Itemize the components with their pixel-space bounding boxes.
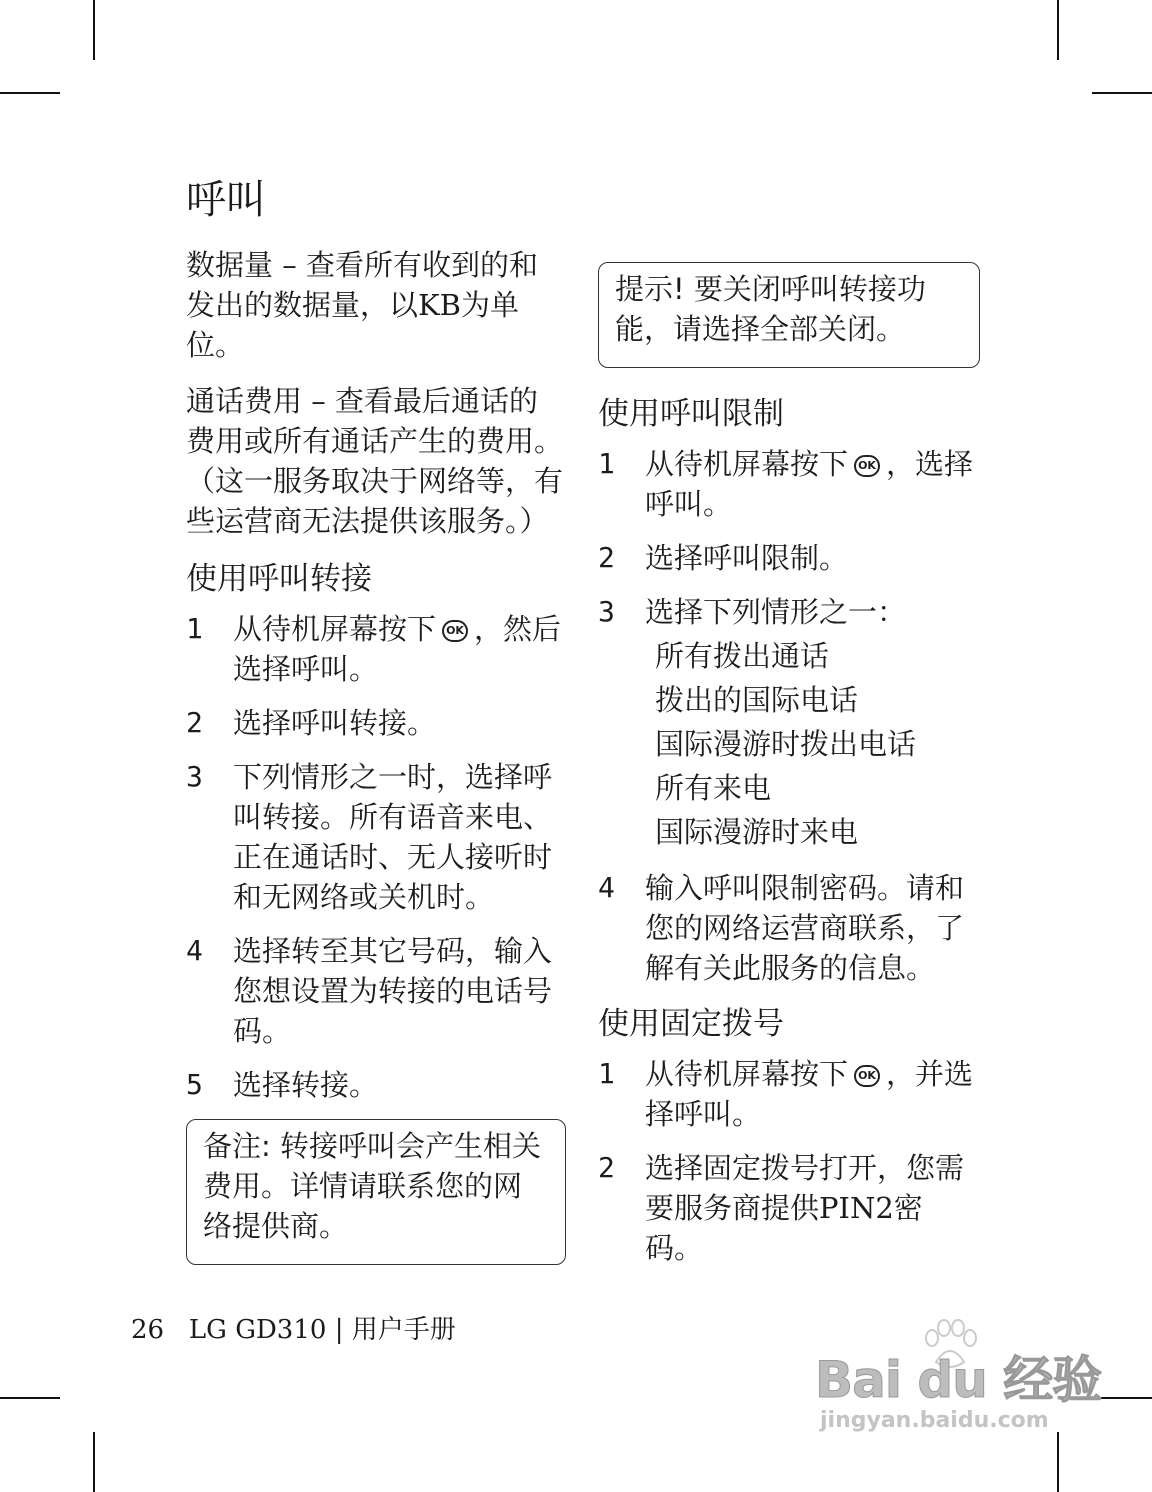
watermark-logo: Bai du 经验	[815, 1351, 1102, 1409]
page-footer	[131, 1312, 456, 1348]
step-number: 1	[598, 1057, 615, 1090]
step-number: 5	[186, 1068, 203, 1101]
list-item	[598, 868, 980, 988]
list-item	[186, 703, 566, 743]
step-number: 3	[598, 595, 615, 628]
step-number: 2	[598, 541, 615, 574]
crop-mark	[1057, 0, 1059, 60]
paragraph-text: – 查看所有收到的和发出的数据量，以KB为单位。	[186, 248, 538, 362]
section-heading-call-barring: 使用呼叫限制	[598, 396, 784, 432]
list-item	[186, 1065, 566, 1105]
note-label: 备注:	[203, 1129, 271, 1163]
step-number: 2	[186, 706, 203, 739]
paragraph-text: – 查看最后通话的费用或所有通话产生的费用。（这一服务取决于网络等，有些运营商无法提供该服务。）	[186, 384, 564, 538]
ok-key-icon: OK	[854, 1065, 880, 1087]
page-title: 呼叫	[186, 177, 266, 223]
step-number: 1	[598, 447, 615, 480]
section-heading-fixed-dial: 使用固定拨号	[598, 1006, 784, 1042]
step-text: 从待机屏幕按下 OK ，选择呼叫。	[645, 447, 974, 521]
list-item	[186, 931, 566, 1051]
step-text: 选择呼叫限制。	[645, 541, 849, 575]
tip-box	[598, 262, 980, 368]
step-text: 选择转接。	[233, 1068, 379, 1102]
crop-mark	[93, 1432, 95, 1492]
page-number: 26	[131, 1315, 165, 1345]
model-name: LG GD310	[188, 1315, 327, 1345]
list-item	[598, 1054, 980, 1134]
crop-mark	[1092, 92, 1152, 94]
step-number: 4	[598, 871, 615, 904]
note-text: 转接呼叫会产生相关费用。详情请联系您的网络提供商。	[203, 1129, 541, 1243]
list-item	[598, 538, 980, 578]
call-cost-paragraph	[186, 381, 566, 541]
term-label: 通话费用	[186, 384, 303, 418]
step-text: 选择转至其它号码，输入您想设置为转接的电话号码。	[233, 934, 553, 1048]
tip-text: 要关闭呼叫转接功能，请选择全部关闭。	[615, 272, 926, 346]
step-text: 选择固定拨号打开，您需要服务商提供PIN2密码。	[645, 1151, 965, 1265]
ok-key-icon: OK	[442, 620, 468, 642]
term-label: 数据量	[186, 248, 274, 282]
footer-separator: |	[334, 1315, 344, 1345]
data-volume-paragraph	[186, 245, 566, 365]
watermark-url: jingyan.baidu.com	[820, 1408, 1049, 1433]
step-number: 2	[598, 1151, 615, 1184]
list-item	[598, 592, 980, 854]
crop-mark	[93, 0, 95, 60]
step-number: 3	[186, 760, 203, 793]
barring-options-list	[655, 634, 980, 854]
barring-option: 拨出的国际电话	[655, 683, 859, 717]
list-item	[186, 609, 566, 689]
step-text: 选择下列情形之一： 所有拨出通话 拨出的国际电话 国际漫游时拨出电话 所有来电 国际漫游时来电	[645, 592, 980, 854]
step-text: 从待机屏幕按下 OK ，并选择呼叫。	[645, 1057, 974, 1131]
list-item	[598, 1148, 980, 1268]
step-text: 下列情形之一时，选择呼叫转接。所有语音来电、正在通话时、无人接听时和无网络或关机时。	[233, 760, 553, 914]
list-item	[598, 444, 980, 524]
manual-title: 用户手册	[351, 1315, 456, 1345]
list-item	[186, 757, 566, 917]
step-text: 从待机屏幕按下 OK ，然后选择呼叫。	[233, 612, 562, 686]
step-text: 输入呼叫限制密码。请和您的网络运营商联系，了解有关此服务的信息。	[645, 871, 965, 985]
step-number: 1	[186, 612, 203, 645]
step-number: 4	[186, 934, 203, 967]
barring-option: 国际漫游时拨出电话	[655, 727, 917, 761]
barring-option: 国际漫游时来电	[655, 815, 859, 849]
crop-mark	[0, 1397, 60, 1399]
tip-label: 提示!	[615, 272, 685, 306]
ok-key-icon: OK	[854, 455, 880, 477]
note-box	[186, 1119, 566, 1265]
left-column	[186, 245, 566, 1265]
barring-option: 所有来电	[655, 771, 772, 805]
right-column	[598, 262, 980, 1282]
section-heading-call-forward: 使用呼叫转接	[186, 561, 372, 597]
crop-mark	[1057, 1432, 1059, 1492]
crop-mark	[0, 92, 60, 94]
barring-option: 所有拨出通话	[655, 639, 830, 673]
step-text: 选择呼叫转接。	[233, 706, 437, 740]
